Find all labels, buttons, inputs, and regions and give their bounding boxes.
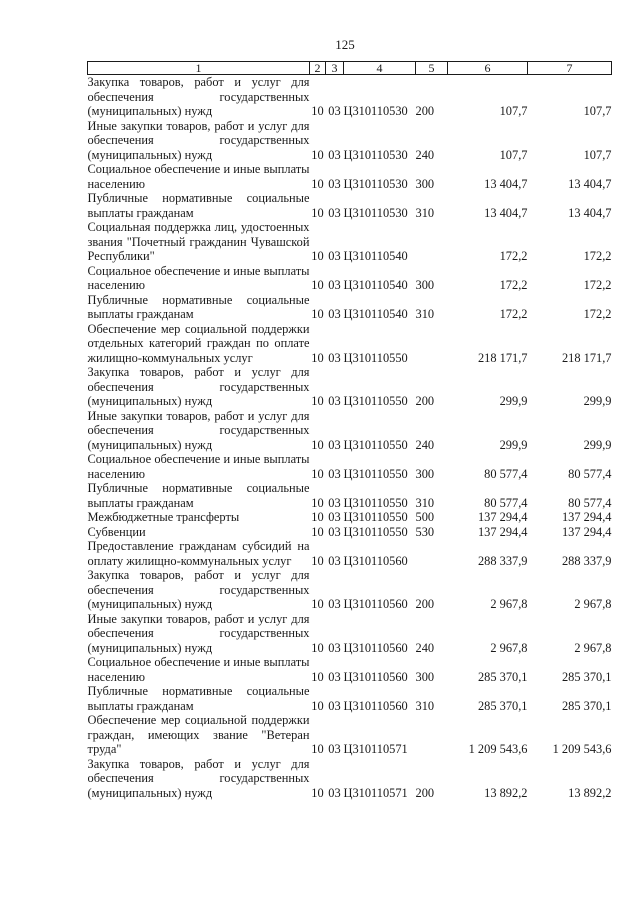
- section-code: 10: [311, 307, 324, 321]
- column-number: 7: [528, 62, 612, 75]
- row-name: Социальное обеспечение и иные выплаты населению: [87, 162, 310, 191]
- expense-type-code: [416, 220, 448, 264]
- amount-approved: 299,9: [499, 437, 528, 452]
- amount-executed: 13 892,2: [568, 785, 612, 800]
- table-row: [88, 409, 612, 453]
- column-number: 1: [88, 62, 310, 75]
- table-row: [88, 365, 612, 409]
- row-name: Закупка товаров, работ и услуг для обеспечения государственных (муниципальных) нужд: [87, 75, 310, 118]
- amount-approved: 107,7: [499, 104, 528, 118]
- table-row: [88, 539, 612, 568]
- amount-executed: 107,7: [583, 147, 612, 162]
- subsection-code: 03: [328, 597, 341, 611]
- amount-executed: 80 577,4: [568, 466, 612, 481]
- subsection-code: 03: [328, 553, 341, 568]
- amount-executed: 1 209 543,6: [552, 742, 612, 756]
- table-row: [88, 220, 612, 264]
- subsection-code: 03: [328, 698, 341, 713]
- subsection-code: 03: [328, 524, 341, 539]
- table-row: [88, 568, 612, 612]
- subsection-code: 03: [328, 640, 341, 655]
- amount-approved: 1 209 543,6: [468, 742, 528, 756]
- table-row: [88, 684, 612, 713]
- column-number: 5: [416, 62, 448, 75]
- section-code: 10: [311, 466, 324, 481]
- amount-approved: 137 294,4: [477, 524, 528, 539]
- expense-type-code: [416, 539, 448, 568]
- amount-executed: 2 967,8: [574, 640, 612, 655]
- expense-type-code: 500: [415, 510, 435, 524]
- amount-executed: 172,2: [583, 249, 612, 263]
- amount-approved: 172,2: [499, 307, 528, 321]
- row-name: Социальная поддержка лиц, удостоенных звания "Почетный гражданин Чувашской Республики": [87, 220, 310, 263]
- column-number: 6: [448, 62, 528, 75]
- table-row: [88, 510, 612, 525]
- target-article-code: Ц310110550: [343, 524, 408, 539]
- table-row: [88, 264, 612, 293]
- subsection-code: 03: [328, 742, 341, 756]
- amount-approved: 172,2: [499, 249, 528, 263]
- amount-approved: 80 577,4: [484, 466, 528, 481]
- expense-type-code: [416, 322, 448, 366]
- page-number: 125: [335, 37, 355, 52]
- amount-approved: 13 892,2: [484, 785, 528, 800]
- expense-type-code: 300: [415, 278, 435, 292]
- amount-approved: 299,9: [499, 394, 528, 408]
- row-name: Публичные нормативные социальные выплаты гражданам: [87, 481, 310, 510]
- amount-approved: 218 171,7: [477, 350, 528, 365]
- table-row: [88, 293, 612, 322]
- section-code: 10: [311, 147, 324, 162]
- row-name: Предоставление гражданам субсидий на оплату жилищно-коммунальных услуг: [87, 539, 310, 568]
- column-number-row: [88, 62, 612, 75]
- expense-type-code: 240: [415, 640, 435, 655]
- section-code: 10: [311, 278, 324, 292]
- amount-approved: 2 967,8: [490, 640, 528, 655]
- section-code: 10: [311, 394, 324, 408]
- amount-executed: 13 404,7: [568, 205, 612, 220]
- target-article-code: Ц310110550: [343, 466, 408, 481]
- target-article-code: Ц310110571: [343, 742, 408, 756]
- row-name: Закупка товаров, работ и услуг для обеспечения государственных (муниципальных) нужд: [87, 568, 310, 611]
- budget-table: [87, 61, 612, 800]
- table-row: [88, 191, 612, 220]
- target-article-code: Ц310110530: [343, 176, 408, 191]
- target-article-code: Ц310110571: [343, 785, 408, 800]
- table-row: [88, 757, 612, 801]
- section-code: 10: [311, 669, 324, 684]
- expense-type-code: 240: [415, 147, 435, 162]
- subsection-code: 03: [328, 176, 341, 191]
- target-article-code: Ц310110560: [343, 669, 408, 684]
- table-row: [88, 75, 612, 119]
- column-number: 2: [310, 62, 326, 75]
- target-article-code: Ц310110560: [343, 597, 408, 611]
- subsection-code: 03: [328, 350, 341, 365]
- table-row: [88, 481, 612, 510]
- table-row: [88, 162, 612, 191]
- expense-type-code: 310: [415, 205, 435, 220]
- expense-type-code: [416, 713, 448, 757]
- amount-approved: 80 577,4: [484, 495, 528, 510]
- subsection-code: 03: [328, 785, 341, 800]
- row-name: Публичные нормативные социальные выплаты гражданам: [87, 684, 310, 713]
- amount-approved: 13 404,7: [484, 176, 528, 191]
- expense-type-code: 310: [415, 698, 435, 713]
- target-article-code: Ц310110530: [343, 205, 408, 220]
- amount-executed: 107,7: [583, 104, 612, 118]
- subsection-code: 03: [328, 437, 341, 452]
- subsection-code: 03: [328, 510, 341, 524]
- amount-executed: 299,9: [583, 394, 612, 408]
- expense-type-code: 310: [415, 495, 435, 510]
- row-name: Закупка товаров, работ и услуг для обеспечения государственных (муниципальных) нужд: [87, 756, 310, 800]
- section-code: 10: [311, 176, 324, 191]
- row-name: Иные закупки товаров, работ и услуг для обеспечения государственных (муниципальных) нужд: [87, 118, 310, 162]
- row-name: Субвенции: [87, 524, 146, 539]
- row-name: Социальное обеспечение и иные выплаты населению: [87, 655, 310, 684]
- row-name: Закупка товаров, работ и услуг для обеспечения государственных (муниципальных) нужд: [87, 365, 310, 408]
- subsection-code: 03: [328, 147, 341, 162]
- expense-type-code: 200: [415, 597, 435, 611]
- target-article-code: Ц310110560: [343, 698, 408, 713]
- target-article-code: Ц310110550: [343, 510, 408, 524]
- subsection-code: 03: [328, 466, 341, 481]
- table-row: [88, 525, 612, 540]
- amount-executed: 2 967,8: [574, 597, 612, 611]
- section-code: 10: [311, 510, 324, 524]
- expense-type-code: 300: [415, 466, 435, 481]
- subsection-code: 03: [328, 394, 341, 408]
- column-number: 3: [326, 62, 344, 75]
- target-article-code: Ц310110540: [343, 249, 408, 263]
- section-code: 10: [311, 437, 324, 452]
- target-article-code: Ц310110550: [343, 495, 408, 510]
- expense-type-code: 300: [415, 176, 435, 191]
- amount-approved: 13 404,7: [484, 205, 528, 220]
- section-code: 10: [311, 785, 324, 800]
- section-code: 10: [311, 524, 324, 539]
- amount-approved: 285 370,1: [477, 698, 528, 713]
- table-body: [88, 75, 612, 801]
- amount-executed: 137 294,4: [561, 510, 612, 524]
- row-name: Социальное обеспечение и иные выплаты населению: [87, 452, 310, 481]
- section-code: 10: [311, 205, 324, 220]
- amount-executed: 299,9: [583, 437, 612, 452]
- target-article-code: Ц310110560: [343, 640, 408, 655]
- section-code: 10: [311, 597, 324, 611]
- amount-executed: 13 404,7: [568, 176, 612, 191]
- target-article-code: Ц310110550: [343, 437, 408, 452]
- row-name: Иные закупки товаров, работ и услуг для обеспечения государственных (муниципальных) нужд: [87, 408, 310, 452]
- row-name: Обеспечение мер социальной поддержки граждан, имеющих звание "Ветеран труда": [87, 713, 310, 756]
- subsection-code: 03: [328, 249, 341, 263]
- amount-executed: 80 577,4: [568, 495, 612, 510]
- amount-executed: 285 370,1: [561, 669, 612, 684]
- target-article-code: Ц310110550: [343, 350, 408, 365]
- amount-approved: 285 370,1: [477, 669, 528, 684]
- target-article-code: Ц310110540: [343, 307, 408, 321]
- row-name: Социальное обеспечение и иные выплаты населению: [87, 263, 310, 292]
- target-article-code: Ц310110540: [343, 278, 408, 292]
- row-name: Публичные нормативные социальные выплаты гражданам: [87, 191, 310, 220]
- subsection-code: 03: [328, 495, 341, 510]
- section-code: 10: [311, 350, 324, 365]
- amount-executed: 218 171,7: [561, 350, 612, 365]
- row-name: Межбюджетные трансферты: [87, 510, 240, 524]
- subsection-code: 03: [328, 307, 341, 321]
- target-article-code: Ц310110550: [343, 394, 408, 408]
- target-article-code: Ц310110530: [343, 104, 408, 118]
- table-row: [88, 452, 612, 481]
- section-code: 10: [311, 104, 324, 118]
- table-row: [88, 655, 612, 684]
- expense-type-code: 200: [415, 104, 435, 118]
- amount-approved: 2 967,8: [490, 597, 528, 611]
- expense-type-code: 240: [415, 437, 435, 452]
- table-row: [88, 612, 612, 656]
- section-code: 10: [311, 698, 324, 713]
- amount-executed: 288 337,9: [561, 553, 612, 568]
- amount-executed: 285 370,1: [561, 698, 612, 713]
- amount-approved: 137 294,4: [477, 510, 528, 524]
- expense-type-code: 300: [415, 669, 435, 684]
- amount-executed: 137 294,4: [561, 524, 612, 539]
- amount-executed: 172,2: [583, 307, 612, 321]
- amount-approved: 172,2: [499, 278, 528, 292]
- expense-type-code: 310: [415, 307, 435, 321]
- expense-type-code: 530: [415, 524, 435, 539]
- section-code: 10: [311, 249, 324, 263]
- subsection-code: 03: [328, 669, 341, 684]
- row-name: Обеспечение мер социальной поддержки отдельных категорий граждан по оплате жилищно-коммунальных услуг: [87, 321, 310, 365]
- expense-type-code: 200: [415, 394, 435, 408]
- amount-executed: 172,2: [583, 278, 612, 292]
- expense-type-code: 200: [415, 785, 435, 800]
- subsection-code: 03: [328, 104, 341, 118]
- amount-approved: 288 337,9: [477, 553, 528, 568]
- subsection-code: 03: [328, 278, 341, 292]
- column-number: 4: [344, 62, 416, 75]
- section-code: 10: [311, 495, 324, 510]
- section-code: 10: [311, 742, 324, 756]
- table-row: [88, 713, 612, 757]
- section-code: 10: [311, 553, 324, 568]
- table-row: [88, 119, 612, 163]
- amount-approved: 107,7: [499, 147, 528, 162]
- row-name: Публичные нормативные социальные выплаты гражданам: [87, 292, 310, 321]
- target-article-code: Ц310110530: [343, 147, 408, 162]
- subsection-code: 03: [328, 205, 341, 220]
- target-article-code: Ц310110560: [343, 553, 408, 568]
- row-name: Иные закупки товаров, работ и услуг для обеспечения государственных (муниципальных) нужд: [87, 611, 310, 655]
- table-row: [88, 322, 612, 366]
- section-code: 10: [311, 640, 324, 655]
